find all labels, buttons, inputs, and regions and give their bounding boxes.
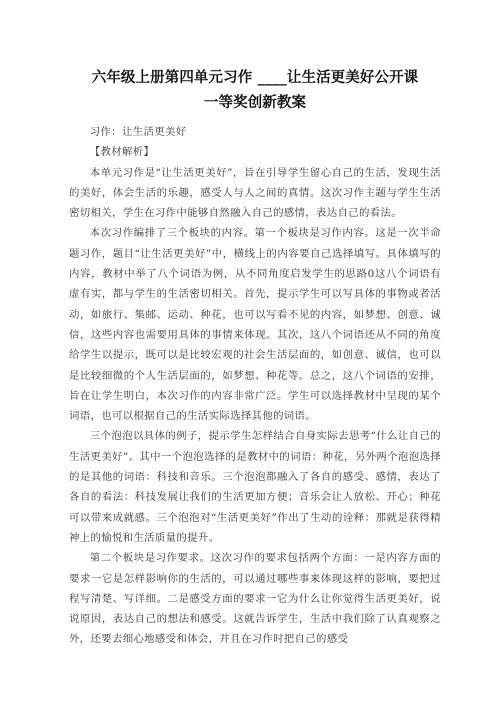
essay-subtitle: 习作：让生活更美好 — [89, 126, 187, 138]
document-body — [69, 122, 441, 650]
paragraph: 本单元习作是“让生活更美好”，旨在引导学生留心自己的生活，发现生活的美好，体会生活的乐趣，感受人与人之间的真情。这次习作主题与学生生活密切相关，学生在习作中能够自然融入自己的感情，表达自己的看法。 — [69, 166, 441, 220]
paragraph: 三个泡泡以具体的例子，提示学生怎样结合自身实际去思考“什么让自己的生活更美好”。其中一个泡泡选择的是教材中的词语：种花，另外两个泡泡选择的是其他的词语：科技和音乐。三个泡泡都融入了各自的感受、感情，表达了各自的看法：科技发展让我们的生活更加方便；音乐会让人放松、开心；种花可以带来成就感。三个泡泡对“生活更美好”作出了生动的诠释：那就是获得精神上的愉悦和生活质量的提升。 — [69, 430, 441, 544]
paragraph: 第二个板块是习作要求。这次习作的要求包括两个方面：一是内容方面的要求一它是怎样影响你的生活的，可以通过哪些事来体现这样的影响，要把过程写清楚、写详细。二是感受方面的要求一它为什么让你觉得生活更美好，说说原因，表达自己的想法和感受。这就告诉学生，生活中我们除了认真观察之外，还要去细心地感受和体会，并且在习作时把自己的感受 — [69, 552, 441, 646]
section-heading: 【教材解析】 — [89, 146, 155, 159]
paragraph: 本次习作编排了三个板块的内容。第一个板块是习作内容。这是一次半命题习作，题目“让生活更美好”中，横线上的内容要自己选择填写。具体填写的内容，教材中举了八个词语为例，从不同角度启发学生的思路0这八个词语有虚有实，都与学生的生活密切相关。首先，提示学生可以写具体的事物或者活动，如旅行、集邮、运动、种花，也可以写看不见的内容，如梦想、创意、诚信，这些内容也需要用具体的事情来体现。其次，这八个词语还从不同的角度给学生以提示，既可以是比较宏观的社会生活层面的，如创意、诚信，也可以是比较细微的个人生活层面的，如梦想、种花等。总之，这八个词语的安排，旨在让学生明白，本次习作的内容非常广泛。学生可以选择教材中呈现的某个词语，也可以根据自己的生活实际选择其他的词语。 — [69, 227, 441, 423]
title-line-2: 一等奖创新教案 — [203, 95, 307, 111]
page-title — [69, 66, 441, 116]
title-line-1: 六年级上册第四单元习作 ____让生活更美好公开课 — [91, 70, 419, 86]
